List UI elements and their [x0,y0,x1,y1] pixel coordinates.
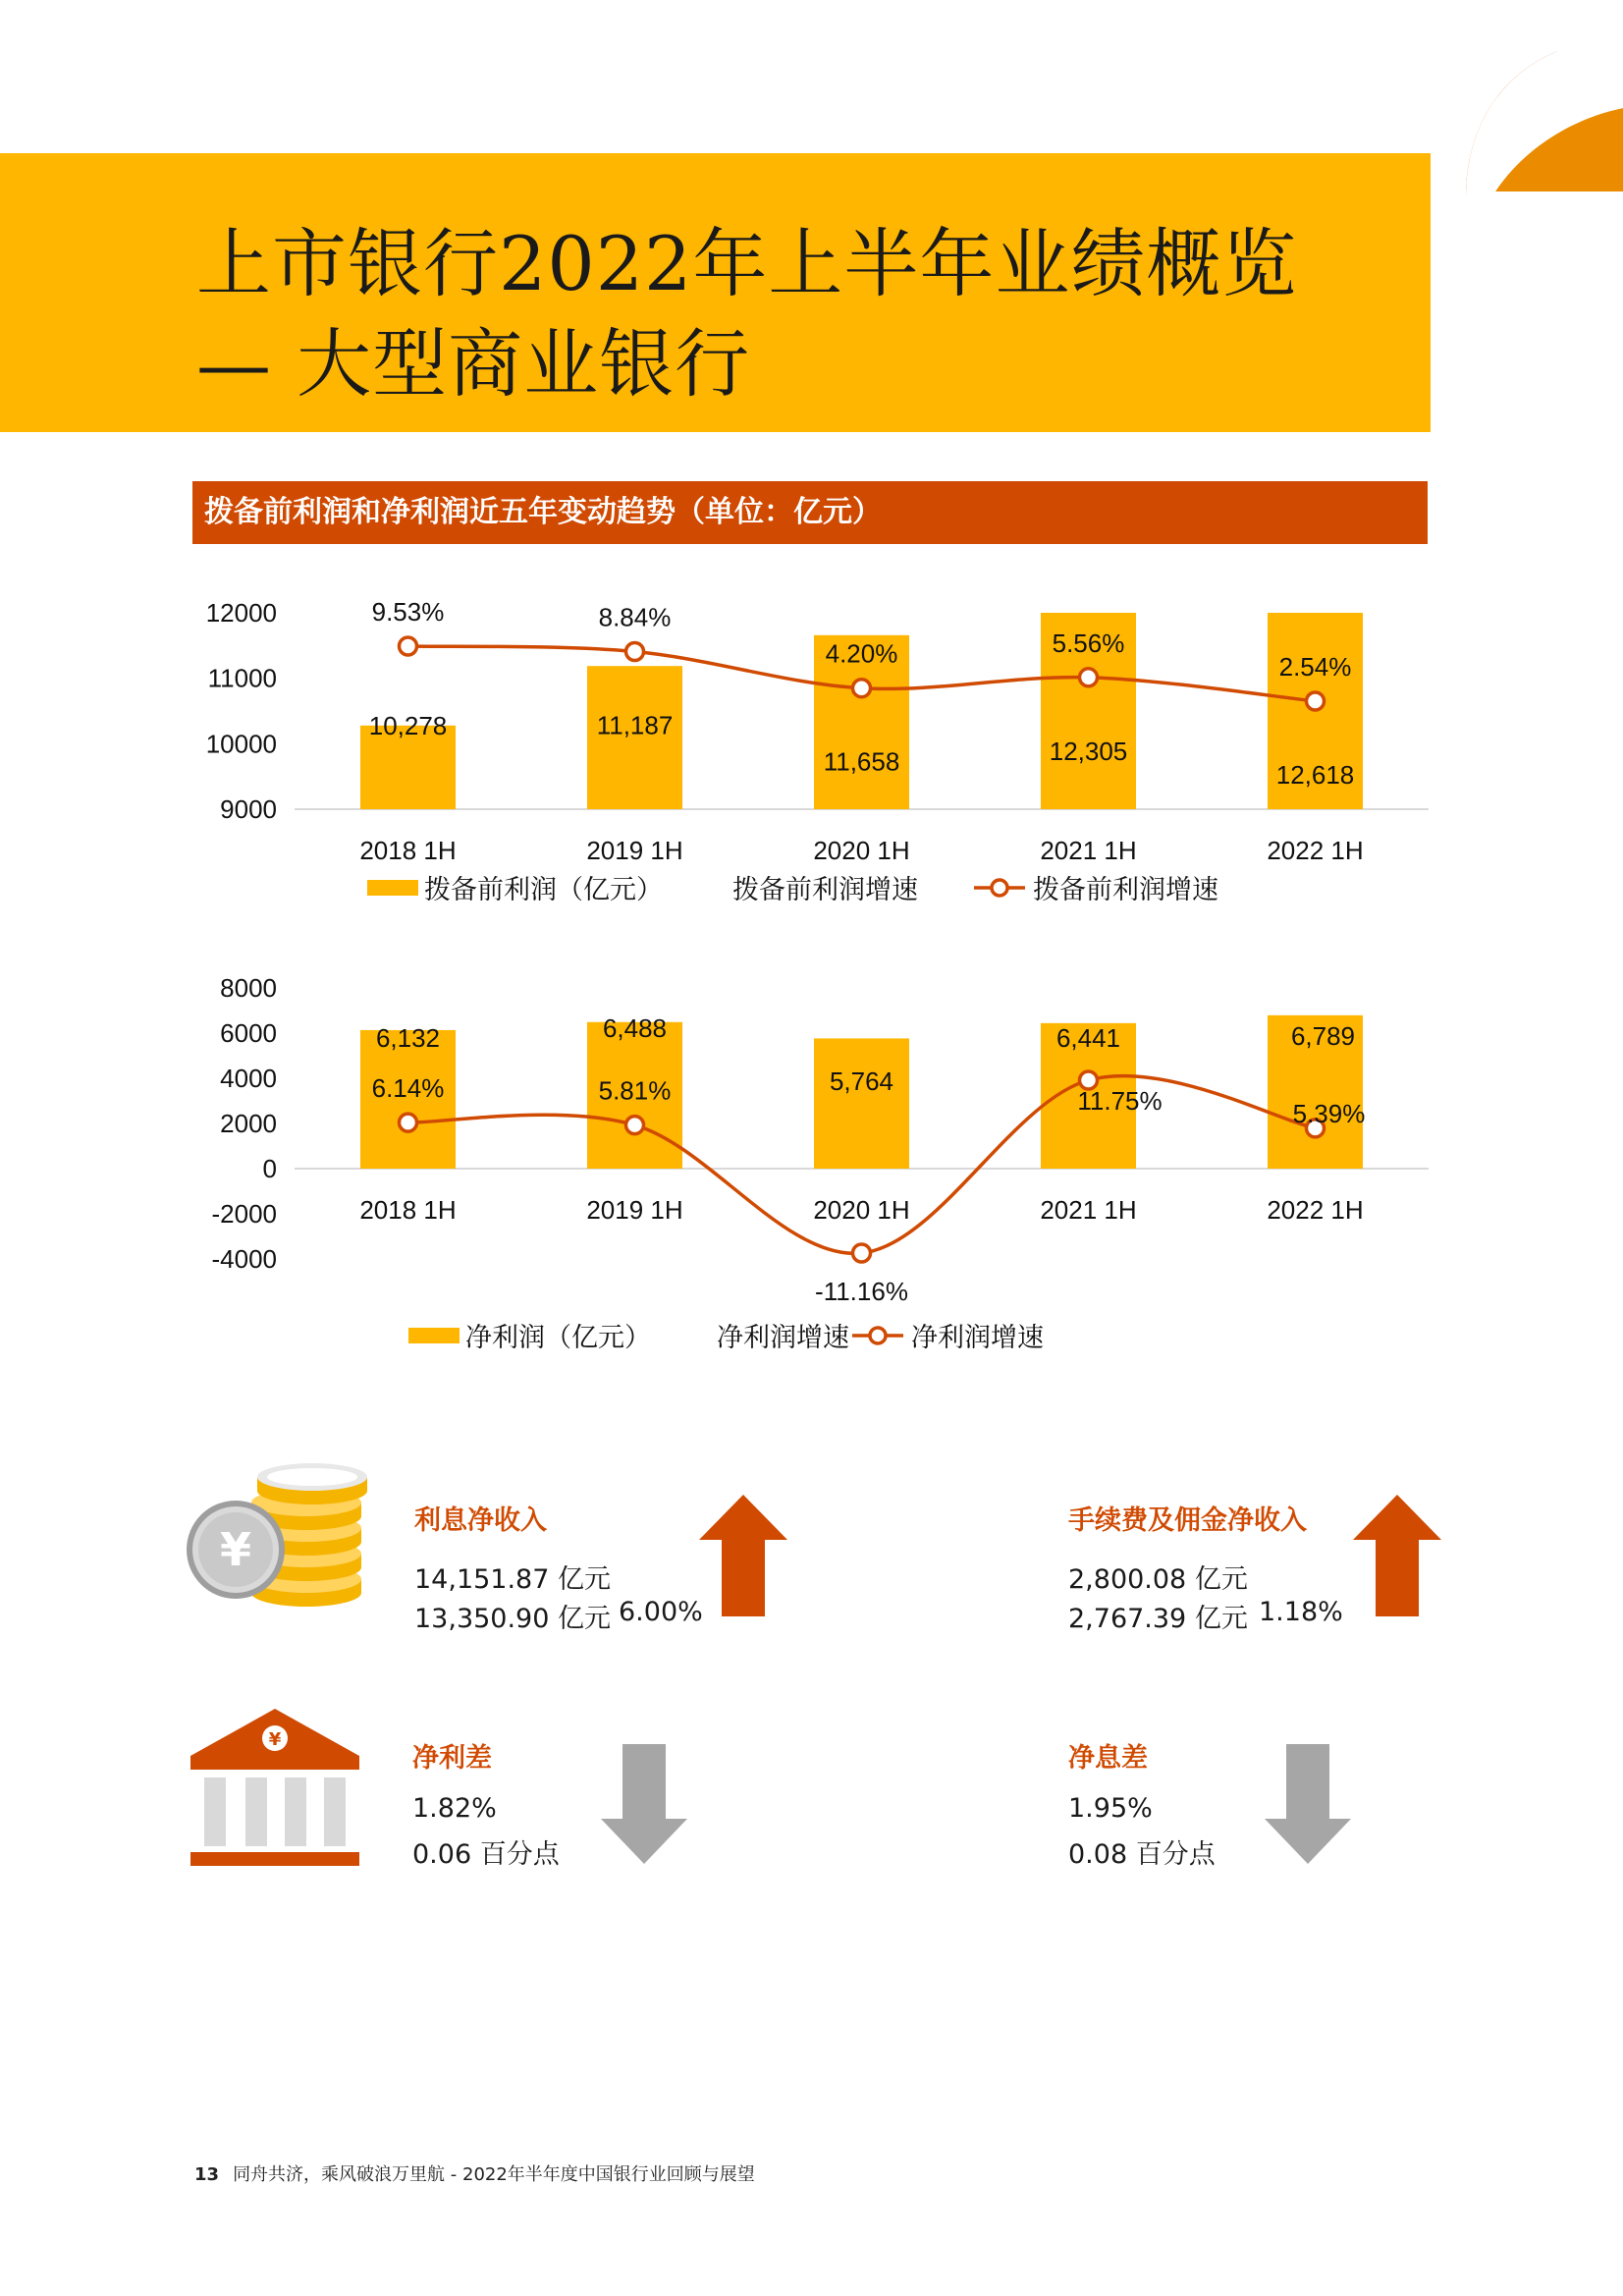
x-tick-label: 2020 1H [813,1195,910,1225]
x-tick-label: 2019 1H [586,836,683,865]
legend-label: 净利润增速 [911,1323,1044,1352]
x-tick-label: 2022 1H [1267,836,1364,865]
line-point [626,643,644,661]
legend-label: 拨备前利润增速 [732,875,918,904]
kpi-fee-previous: 2,767.39 亿元 [1068,1604,1248,1634]
bar-value-label: 12,305 [1049,736,1128,766]
y-tick-label: -4000 [211,1244,277,1274]
bank-icon [190,1709,359,1868]
line-point [400,1114,417,1131]
y-tick-label: 0 [262,1154,277,1183]
kpi-spread-value: 1.82% [412,1793,497,1824]
y-tick-label: 8000 [220,973,277,1003]
chart-pre-provision-profit [0,570,1623,933]
line-point [626,1117,644,1134]
legend-label: 拨备前利润增速 [1033,875,1218,904]
kpi-nii-previous: 13,350.90 亿元 [414,1604,611,1634]
line-point [400,637,417,655]
page-number: 13 [194,2164,220,2185]
svg-text:¥: ¥ [268,1729,282,1750]
bar-value-label: 11,187 [596,710,674,740]
legend-label: 净利润增速 [717,1323,849,1352]
legend-swatch-bar [367,880,418,896]
line-point [1080,669,1098,686]
svg-text:¥: ¥ [219,1523,252,1576]
line-point [853,1244,871,1262]
kpi-fee-current: 2,800.08 亿元 [1068,1564,1248,1595]
bar-value-label: 6,488 [602,1013,668,1043]
growth-value-label: 2.54% [1278,652,1352,682]
kpi-nii-current: 14,151.87 亿元 [414,1564,611,1595]
growth-value-label: 11.75% [1077,1086,1163,1116]
section-title: 拨备前利润和净利润近五年变动趋势（单位：亿元） [192,481,1428,544]
kpi-nii-change: 6.00% [619,1597,703,1627]
x-tick-label: 2020 1H [813,836,910,865]
arrow-up-icon [699,1495,787,1616]
x-tick-label: 2018 1H [359,836,457,865]
legend-label: 拨备前利润（亿元） [424,875,663,904]
y-tick-label: 9000 [220,794,277,824]
y-tick-label: 2000 [220,1109,277,1138]
bar-value-label: 5,764 [829,1066,894,1096]
kpi-nii-title: 利息净收入 [414,1505,547,1536]
y-tick-label: 12000 [205,598,277,628]
x-tick-label: 2021 1H [1040,1195,1137,1225]
chart-net-profit [0,953,1623,1365]
kpi-fee-title: 手续费及佣金净收入 [1068,1505,1307,1536]
x-tick-label: 2019 1H [586,1195,683,1225]
bar-value-label: 11,658 [823,746,900,777]
kpi-nim-value: 1.95% [1068,1793,1153,1824]
growth-value-label: 5.56% [1052,628,1125,658]
line-point [1307,692,1325,710]
growth-value-label: 5.39% [1292,1098,1366,1128]
y-tick-label: -2000 [211,1199,277,1229]
bar [814,1038,909,1169]
growth-value-label: 4.20% [825,638,898,669]
corner-decoration-accent [1427,0,1623,196]
bar-value-label: 6,441 [1055,1023,1121,1053]
growth-value-label: 6.14% [371,1073,445,1104]
footer-text: 同舟共济，乘风破浪万里航 - 2022年半年度中国银行业回顾与展望 [233,2164,755,2185]
growth-value-label: 9.53% [371,597,445,627]
coins-icon [187,1463,373,1620]
page-title-line1: 上市银行2022年上半年业绩概览 [196,220,1298,307]
x-tick-label: 2022 1H [1267,1195,1364,1225]
growth-value-label: 5.81% [598,1075,672,1106]
bar-value-label: 10,278 [368,711,448,740]
arrow-up-icon [1353,1495,1441,1616]
bar-value-label: 12,618 [1275,760,1355,790]
bar-value-label: 6,132 [375,1023,441,1053]
y-tick-label: 6000 [220,1018,277,1048]
legend-swatch-marker [870,1328,886,1343]
line-point [853,680,871,697]
arrow-down-icon [601,1744,687,1864]
growth-value-label: -11.16% [815,1277,908,1306]
kpi-spread-title: 净利差 [412,1743,492,1774]
y-tick-label: 11000 [207,663,277,693]
legend-swatch-marker [992,880,1007,896]
x-tick-label: 2018 1H [359,1195,457,1225]
bar-value-label: 6,789 [1290,1021,1356,1051]
kpi-nim-change: 0.08 百分点 [1068,1839,1216,1870]
kpi-spread-change: 0.06 百分点 [412,1839,560,1870]
footer [194,2160,755,2186]
kpi-nim-title: 净息差 [1068,1743,1148,1774]
y-tick-label: 4000 [220,1064,277,1093]
y-tick-label: 10000 [205,729,277,759]
arrow-down-icon [1265,1744,1351,1864]
legend-label: 净利润（亿元） [465,1323,651,1352]
page-title-line2: — 大型商业银行 [196,320,751,408]
kpi-fee-change: 1.18% [1259,1597,1343,1627]
growth-value-label: 8.84% [598,602,672,632]
x-tick-label: 2021 1H [1040,836,1137,865]
legend-swatch-bar [408,1328,460,1343]
